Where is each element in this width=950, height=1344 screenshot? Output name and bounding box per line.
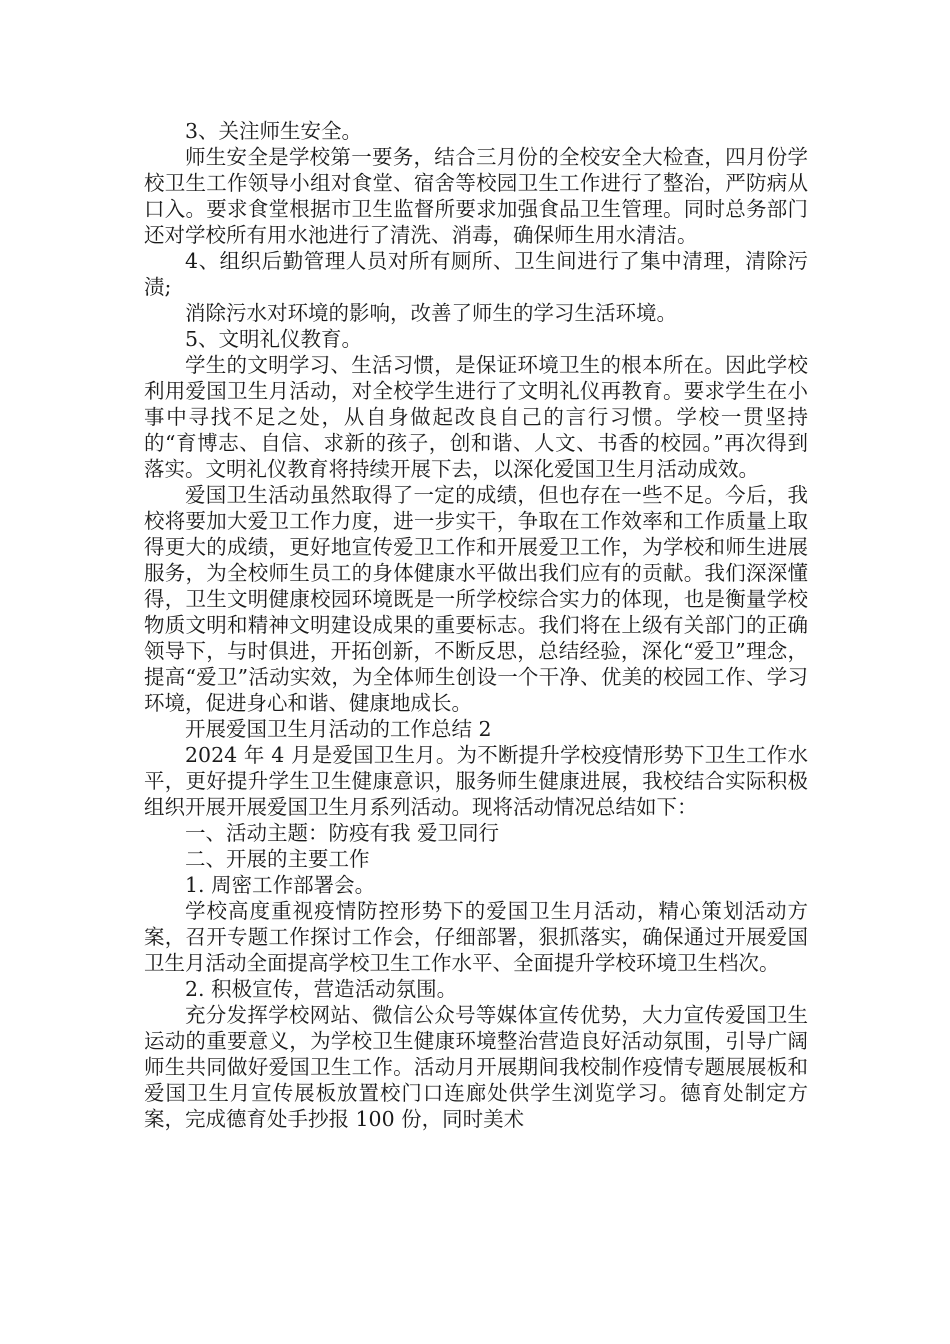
paragraph-item-1: 1. 周密工作部署会。 — [185, 873, 376, 897]
paragraph-item-4: 4、组织后勤管理人员对所有厕所、卫生间进行了集中清理，清除污渍; — [144, 249, 808, 299]
paragraph-heading-5: 5、文明礼仪教育。 — [185, 327, 363, 351]
document-body — [144, 118, 808, 1132]
paragraph-conclusion: 爱国卫生活动虽然取得了一定的成绩，但也存在一些不足。今后，我校将要加大爱卫工作力度，进一步实干，争取在工作效率和工作质量上取得更大的成绩，更好地宣传爱卫工作和开展爱卫工作，为学校和师生进展服务，为全校师生员工的身体健康水平做出我们应有的贡献。我们深深懂得，卫生文明健康校园环境既是一所学校综合实力的体现，也是衡量学校物质文明和精神文明建设成果的重要标志。我们将在上级有关部门的正确领导下，与时俱进，开拓创新，不断反思，总结经验，深化“爱卫”理念，提高“爱卫”活动实效，为全体师生创设一个干净、优美的校园工作、学习环境，促进身心和谐、健康地成长。 — [144, 483, 808, 715]
paragraph-heading-3: 3、关注师生安全。 — [185, 119, 363, 143]
paragraph-section-title: 开展爱国卫生月活动的工作总结 2 — [185, 717, 492, 741]
paragraph-theme: 一、活动主题：防疫有我 爱卫同行 — [185, 821, 500, 845]
paragraph-intro-2: 2024 年 4 月是爱国卫生月。为不断提升学校疫情形势下卫生工作水平，更好提升学生卫生健康意识，服务师生健康进展，我校结合实际积极组织开展开展爱国卫生月系列活动。现将活动情况总结如下： — [144, 743, 808, 819]
paragraph-etiquette: 学生的文明学习、生活习惯，是保证环境卫生的根本所在。因此学校利用爱国卫生月活动，对全校学生进行了文明礼仪再教育。要求学生在小事中寻找不足之处，从自身做起改良自己的言行习惯。学校一贯坚持的“育博志、自信、求新的孩子，创和谐、人文、书香的校园。”再次得到落实。文明礼仪教育将持续开展下去，以深化爱国卫生月活动成效。 — [144, 353, 808, 481]
paragraph-main-work: 二、开展的主要工作 — [185, 847, 370, 871]
paragraph-item-2: 2. 积极宣传，营造活动氛围。 — [185, 977, 458, 1001]
paragraph-sewage: 消除污水对环境的影响，改善了师生的学习生活环境。 — [185, 301, 677, 325]
paragraph-publicity: 充分发挥学校网站、微信公众号等媒体宣传优势，大力宣传爱国卫生运动的重要意义，为学校卫生健康环境整治营造良好活动氛围，引导广阔师生共同做好爱国卫生工作。活动月开展期间我校制作疫情专题展展板和爱国卫生月宣传展板放置校门口连廊处供学生浏览学习。德育处制定方案，完成德育处手抄报 100 份，同时美术 — [144, 1003, 808, 1131]
paragraph-planning: 学校高度重视疫情防控形势下的爱国卫生月活动，精心策划活动方案，召开专题工作探讨工作会，仔细部署，狠抓落实，确保通过开展爱国卫生月活动全面提高学校卫生工作水平、全面提升学校环境卫生档次。 — [144, 899, 808, 975]
paragraph-safety: 师生安全是学校第一要务，结合三月份的全校安全大检查，四月份学校卫生工作领导小组对食堂、宿舍等校园卫生工作进行了整治，严防病从口入。要求食堂根据市卫生监督所要求加强食品卫生管理。同时总务部门还对学校所有用水池进行了清洗、消毒，确保师生用水清洁。 — [144, 145, 808, 247]
